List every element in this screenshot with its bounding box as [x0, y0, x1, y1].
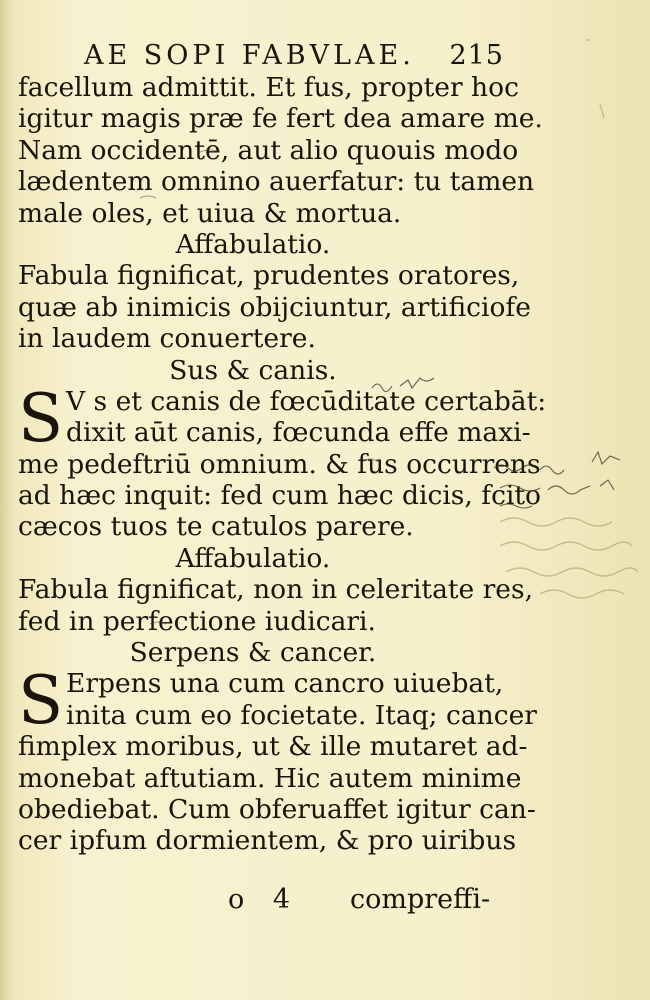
text-line: V s et canis de fœcūditate certabāt:	[66, 385, 547, 417]
drop-cap-letter: S	[18, 662, 64, 740]
drop-cap-letter: S	[18, 379, 64, 457]
binding-gutter	[0, 0, 14, 1000]
text-line: Fabula fignificat, prudentes oratores,	[18, 260, 520, 292]
text-line: igitur magis præ fe fert dea amare me.	[18, 103, 543, 135]
body-text	[18, 72, 547, 857]
running-title: AE SOPI FABVLAE.	[84, 40, 415, 71]
text-line: me pedeftriū omnium. & fus occurrens	[18, 448, 541, 480]
fable-title: Serpens & cancer.	[129, 637, 377, 669]
text-line: lædentem omnino auerfatur: tu tamen	[18, 166, 535, 198]
text-line: inita cum eo focietate. Itaq; cancer	[66, 699, 537, 731]
text-line: ad hæc inquit: fed cum hæc dicis, fcito	[18, 480, 541, 512]
text-line: cer ipfum dormientem, & pro uiribus	[18, 825, 517, 857]
text-line: Nam occidentē, aut alio quouis modo	[18, 134, 519, 166]
section-heading: Affabulatio.	[175, 228, 331, 260]
text-line: fimplex moribus, ut & ille mutaret ad-	[18, 731, 528, 763]
dropcap-paragraph	[18, 662, 537, 740]
text-line: male oles, et uiua & mortua.	[18, 197, 402, 229]
text-line: facellum admittit. Et fus, propter hoc	[18, 72, 519, 103]
catchword: compreffi-	[350, 884, 491, 915]
text-line: fed in perfectione iudicari.	[18, 605, 376, 637]
text-line: in laudem conuertere.	[18, 323, 316, 355]
running-head	[84, 36, 504, 76]
dropcap-paragraph	[18, 379, 547, 457]
text-line: monebat aftutiam. Hic autem minime	[18, 762, 522, 794]
text-line: cæcos tuos te catulos parere.	[18, 511, 414, 543]
text-line: quæ ab inimicis obijciuntur, artificiofe	[18, 291, 531, 323]
fable-title: Sus & canis.	[169, 354, 337, 386]
text-line: dixit aūt canis, fœcunda effe maxi-	[66, 417, 531, 449]
section-heading: Affabulatio.	[175, 542, 331, 574]
signature-mark: o 4	[228, 884, 291, 915]
text-line: Erpens una cum cancro uiuebat,	[66, 668, 504, 700]
folio-number: 215	[449, 40, 504, 71]
text-line: Fabula fignificat, non in celeritate res,	[18, 574, 533, 606]
text-line: obediebat. Cum obferuaffet igitur can-	[18, 793, 536, 825]
